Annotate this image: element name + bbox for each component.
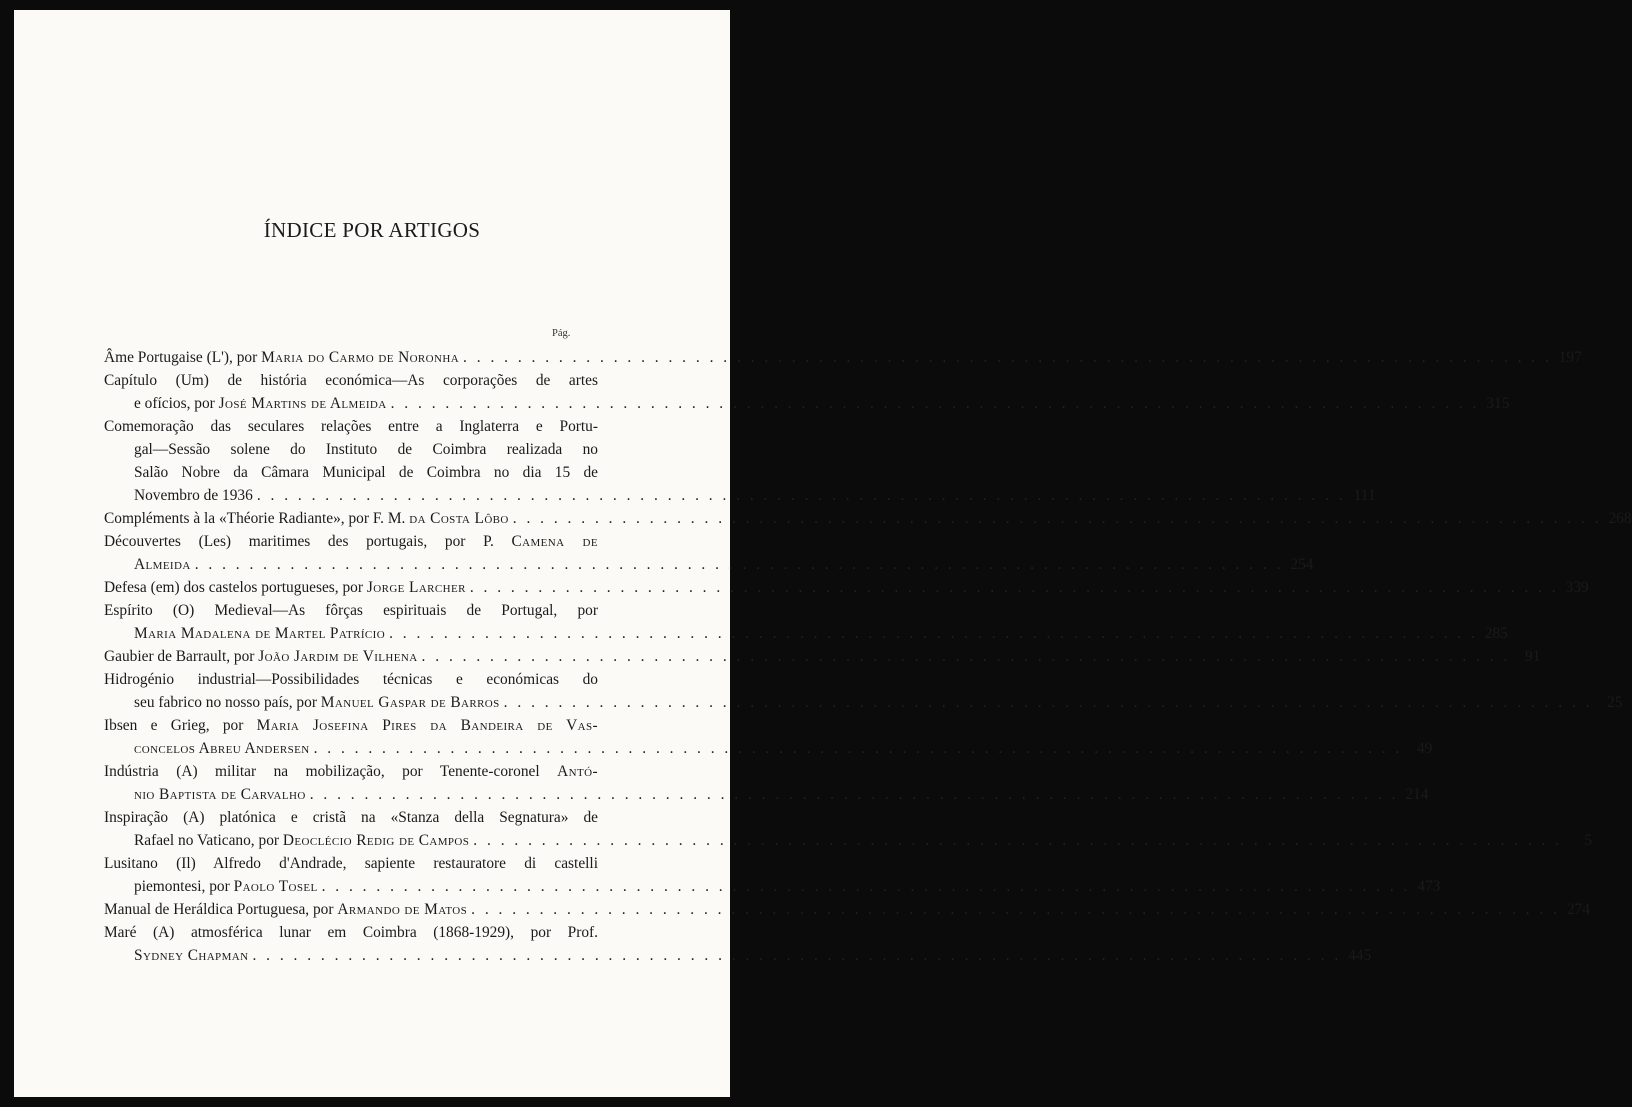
entry-author: José Martins de Almeida [218, 395, 387, 412]
entry-author: concelos Abreu Andersen [134, 740, 310, 757]
toc-line [104, 369, 598, 392]
dot-leader: . . . . . . . . . . . . . . . . . . . . . . . . . . . . . . . . . . . . . . . . . . . . . . . . . . . . . . . . . . . . . . . . . . . . . . . . . . . . . . . . [313, 740, 1403, 757]
dot-leader: . . . . . . . . . . . . . . . . . . . . . . . . . . . . . . . . . . . . . . . . . . . . . . . . . . . . . . . . . . . . . . . . . . . . . . . . . . . . . . . . [512, 510, 1602, 527]
entry-title-text: seu fabrico no nosso país, por [134, 694, 321, 711]
toc-line [104, 852, 598, 875]
document-page [14, 10, 1632, 1097]
dot-leader: . . . . . . . . . . . . . . . . . . . . . . . . . . . . . . . . . . . . . . . . . . . . . . . . . . . . . . . . . . . . . . . . . . . . . . . . . . . . . . . . [390, 395, 1480, 412]
dot-leader: . . . . . . . . . . . . . . . . . . . . . . . . . . . . . . . . . . . . . . . . . . . . . . . . . . . . . . . . . . . . . . . . . . . . . . . . . . . . . . . . [469, 579, 1559, 596]
toc-line [104, 691, 1623, 714]
toc-line [104, 875, 1441, 898]
toc-line [104, 668, 598, 691]
entry-page-number: 25 [1607, 694, 1623, 711]
toc-line [104, 461, 598, 484]
toc-entry [104, 645, 1541, 668]
entry-title-text: Compléments à la «Théorie Radiante», por F. M. [104, 510, 410, 527]
entry-page-number: 473 [1417, 878, 1441, 895]
toc-line [104, 392, 1510, 415]
dot-leader: . . . . . . . . . . . . . . . . . . . . . . . . . . . . . . . . . . . . . . . . . . . . . . . . . . . . . . . . . . . . . . . . . . . . . . . . . . . . . . . . [321, 878, 1411, 895]
entry-author: João Jardim de Vilhena [258, 648, 418, 665]
entry-page-number: 274 [1566, 901, 1590, 918]
entry-author: Camena de [511, 533, 598, 550]
entry-page-number: 214 [1405, 786, 1429, 803]
entry-title-text: Defesa (em) dos castelos portugueses, por [104, 579, 367, 596]
toc-line [104, 599, 598, 622]
entry-title-text: Lusitano (Il) Alfredo d'Andrade, sapiente restauratore di castelli [104, 855, 598, 872]
dot-leader: . . . . . . . . . . . . . . . . . . . . . . . . . . . . . . . . . . . . . . . . . . . . . . . . . . . . . . . . . . . . . . . . . . . . . . . . . . . . . . . . [252, 947, 1342, 964]
toc-line [104, 944, 1372, 967]
entry-author: Manuel Gaspar de Barros [320, 694, 500, 711]
toc-line [104, 898, 1590, 921]
entry-author: Maria do Carmo de Noronha [261, 349, 460, 366]
entry-page-number: 49 [1416, 740, 1433, 757]
toc-entry [104, 806, 1593, 852]
entry-title-text: Inspiração (A) platónica e cristã na «Stanza della Segnatura» de [104, 809, 598, 826]
toc-entry [104, 507, 1632, 530]
entry-page-number: 285 [1484, 625, 1508, 642]
dot-leader: . . . . . . . . . . . . . . . . . . . . . . . . . . . . . . . . . . . . . . . . . . . . . . . . . . . . . . . . . . . . . . . . . . . . . . . . . . . . . . . . [463, 349, 1552, 366]
toc-line [104, 484, 1376, 507]
entry-author: Maria Josefina Pires da Bandeira de Vas- [256, 717, 599, 734]
entry-author: da Costa Lôbo [409, 510, 509, 527]
entry-title-text: piemontesi, por [134, 878, 234, 895]
entry-title-text: Manual de Heráldica Portuguesa, por [104, 901, 338, 918]
entry-page-number: 339 [1565, 579, 1589, 596]
page-column-label: Pág. [552, 328, 571, 339]
entry-title-text: Âme Portugaise (L'), por [104, 349, 262, 366]
toc-line [104, 530, 598, 553]
toc-line [104, 806, 598, 829]
entry-page-number: 5 [1584, 832, 1593, 849]
toc-entry [104, 599, 1508, 645]
entry-author: Armando de Matos [337, 901, 468, 918]
toc-line [104, 576, 1589, 599]
entry-author: nio Baptista de Carvalho [134, 786, 306, 803]
entry-author: Paolo Tosel [233, 878, 318, 895]
dot-leader: . . . . . . . . . . . . . . . . . . . . . . . . . . . . . . . . . . . . . . . . . . . . . . . . . . . . . . . . . . . . . . . . . . . . . . . . . . . . . . . . [389, 625, 1478, 642]
entry-page-number: 445 [1348, 947, 1372, 964]
entry-page-number: 254 [1290, 556, 1314, 573]
entry-title-text: Salão Nobre da Câmara Municipal de Coimbra no dia 15 de [134, 464, 598, 481]
toc-entry [104, 668, 1623, 714]
entry-title-text: Espírito (O) Medieval—As fôrças espirituais de Portugal, por [104, 602, 598, 619]
dot-leader: . . . . . . . . . . . . . . . . . . . . . . . . . . . . . . . . . . . . . . . . . . . . . . . . . . . . . . . . . . . . . . . . . . . . . . . . . . . . . . . . [503, 694, 1593, 711]
entry-title-text: Hidrogénio industrial—Possibilidades técnicas e económicas do [104, 671, 598, 688]
toc-entry [104, 852, 1441, 898]
toc-line [104, 622, 1508, 645]
toc-line [104, 829, 1593, 852]
entry-title-text: Ibsen e Grieg, por [104, 717, 257, 734]
dot-leader: . . . . . . . . . . . . . . . . . . . . . . . . . . . . . . . . . . . . . . . . . . . . . . . . . . . . . . . . . . . . . . . . . . . . . . . . . . . . . . . . [256, 487, 1346, 504]
entry-page-number: 268 [1608, 510, 1632, 527]
entry-title-text: Découvertes (Les) maritimes des portugais, por P. [104, 533, 512, 550]
toc-line [104, 553, 1314, 576]
entry-title-text: Indústria (A) militar na mobilização, por Tenente-coronel [104, 763, 558, 780]
toc-line [104, 714, 598, 737]
toc-entry [104, 346, 1582, 369]
toc-line [104, 438, 598, 461]
toc-line [104, 921, 598, 944]
toc-line [104, 737, 1433, 760]
dot-leader: . . . . . . . . . . . . . . . . . . . . . . . . . . . . . . . . . . . . . . . . . . . . . . . . . . . . . . . . . . . . . . . . . . . . . . . . . . . . . . . . [309, 786, 1399, 803]
entry-author: Jorge Larcher [366, 579, 466, 596]
entry-page-number: 197 [1558, 349, 1582, 366]
entry-author: Antó- [557, 763, 598, 780]
toc-line [104, 783, 1429, 806]
entry-title-text: gal—Sessão solene do Instituto de Coimbra realizada no [134, 441, 598, 458]
entry-author: Sydney Chapman [134, 947, 249, 964]
dot-leader: . . . . . . . . . . . . . . . . . . . . . . . . . . . . . . . . . . . . . . . . . . . . . . . . . . . . . . . . . . . . . . . . . . . . . . . . . . . . . . . . [421, 648, 1511, 665]
toc-line [104, 507, 1632, 530]
dot-leader: . . . . . . . . . . . . . . . . . . . . . . . . . . . . . . . . . . . . . . . . . . . . . . . . . . . . . . . . . . . . . . . . . . . . . . . . . . . . . . . . [473, 832, 1563, 849]
entry-title-text: Novembro de 1936 [134, 487, 253, 504]
dot-leader: . . . . . . . . . . . . . . . . . . . . . . . . . . . . . . . . . . . . . . . . . . . . . . . . . . . . . . . . . . . . . . . . . . . . . . . . . . . . . . . . [471, 901, 1560, 918]
toc-entry [104, 898, 1590, 921]
toc-entry [104, 415, 1376, 507]
entry-author: Maria Madalena de Martel Patrício [134, 625, 386, 642]
entry-title-text: Comemoração das seculares relações entre a Inglaterra e Portu- [104, 418, 598, 435]
entry-author: Almeida [134, 556, 191, 573]
entry-title-text: Gaubier de Barrault, por [104, 648, 259, 665]
page-title: ÍNDICE POR ARTIGOS [263, 218, 481, 242]
entry-author: Deoclécio Redig de Campos [282, 832, 470, 849]
toc-line [104, 415, 598, 438]
toc-entry [104, 760, 1429, 806]
toc-entry [104, 921, 1372, 967]
toc-entry [104, 714, 1433, 760]
table-of-contents [104, 346, 1632, 967]
entry-title-text: Rafael no Vaticano, por [134, 832, 283, 849]
entry-page-number: 91 [1524, 648, 1541, 665]
toc-entry [104, 576, 1589, 599]
toc-line [104, 346, 1582, 369]
entry-title-text: Maré (A) atmosférica lunar em Coimbra (1868-1929), por Prof. [104, 924, 598, 941]
entry-title-text: Capítulo (Um) de história económica—As corporações de artes [104, 372, 598, 389]
toc-line [104, 760, 598, 783]
entry-title-text: e ofícios, por [134, 395, 219, 412]
entry-page-number: 111 [1353, 487, 1376, 504]
entry-page-number: 315 [1486, 395, 1510, 412]
toc-entry [104, 369, 1510, 415]
toc-entry [104, 530, 1314, 576]
toc-line [104, 645, 1541, 668]
dot-leader: . . . . . . . . . . . . . . . . . . . . . . . . . . . . . . . . . . . . . . . . . . . . . . . . . . . . . . . . . . . . . . . . . . . . . . . . . . . . . . . . [194, 556, 1284, 573]
